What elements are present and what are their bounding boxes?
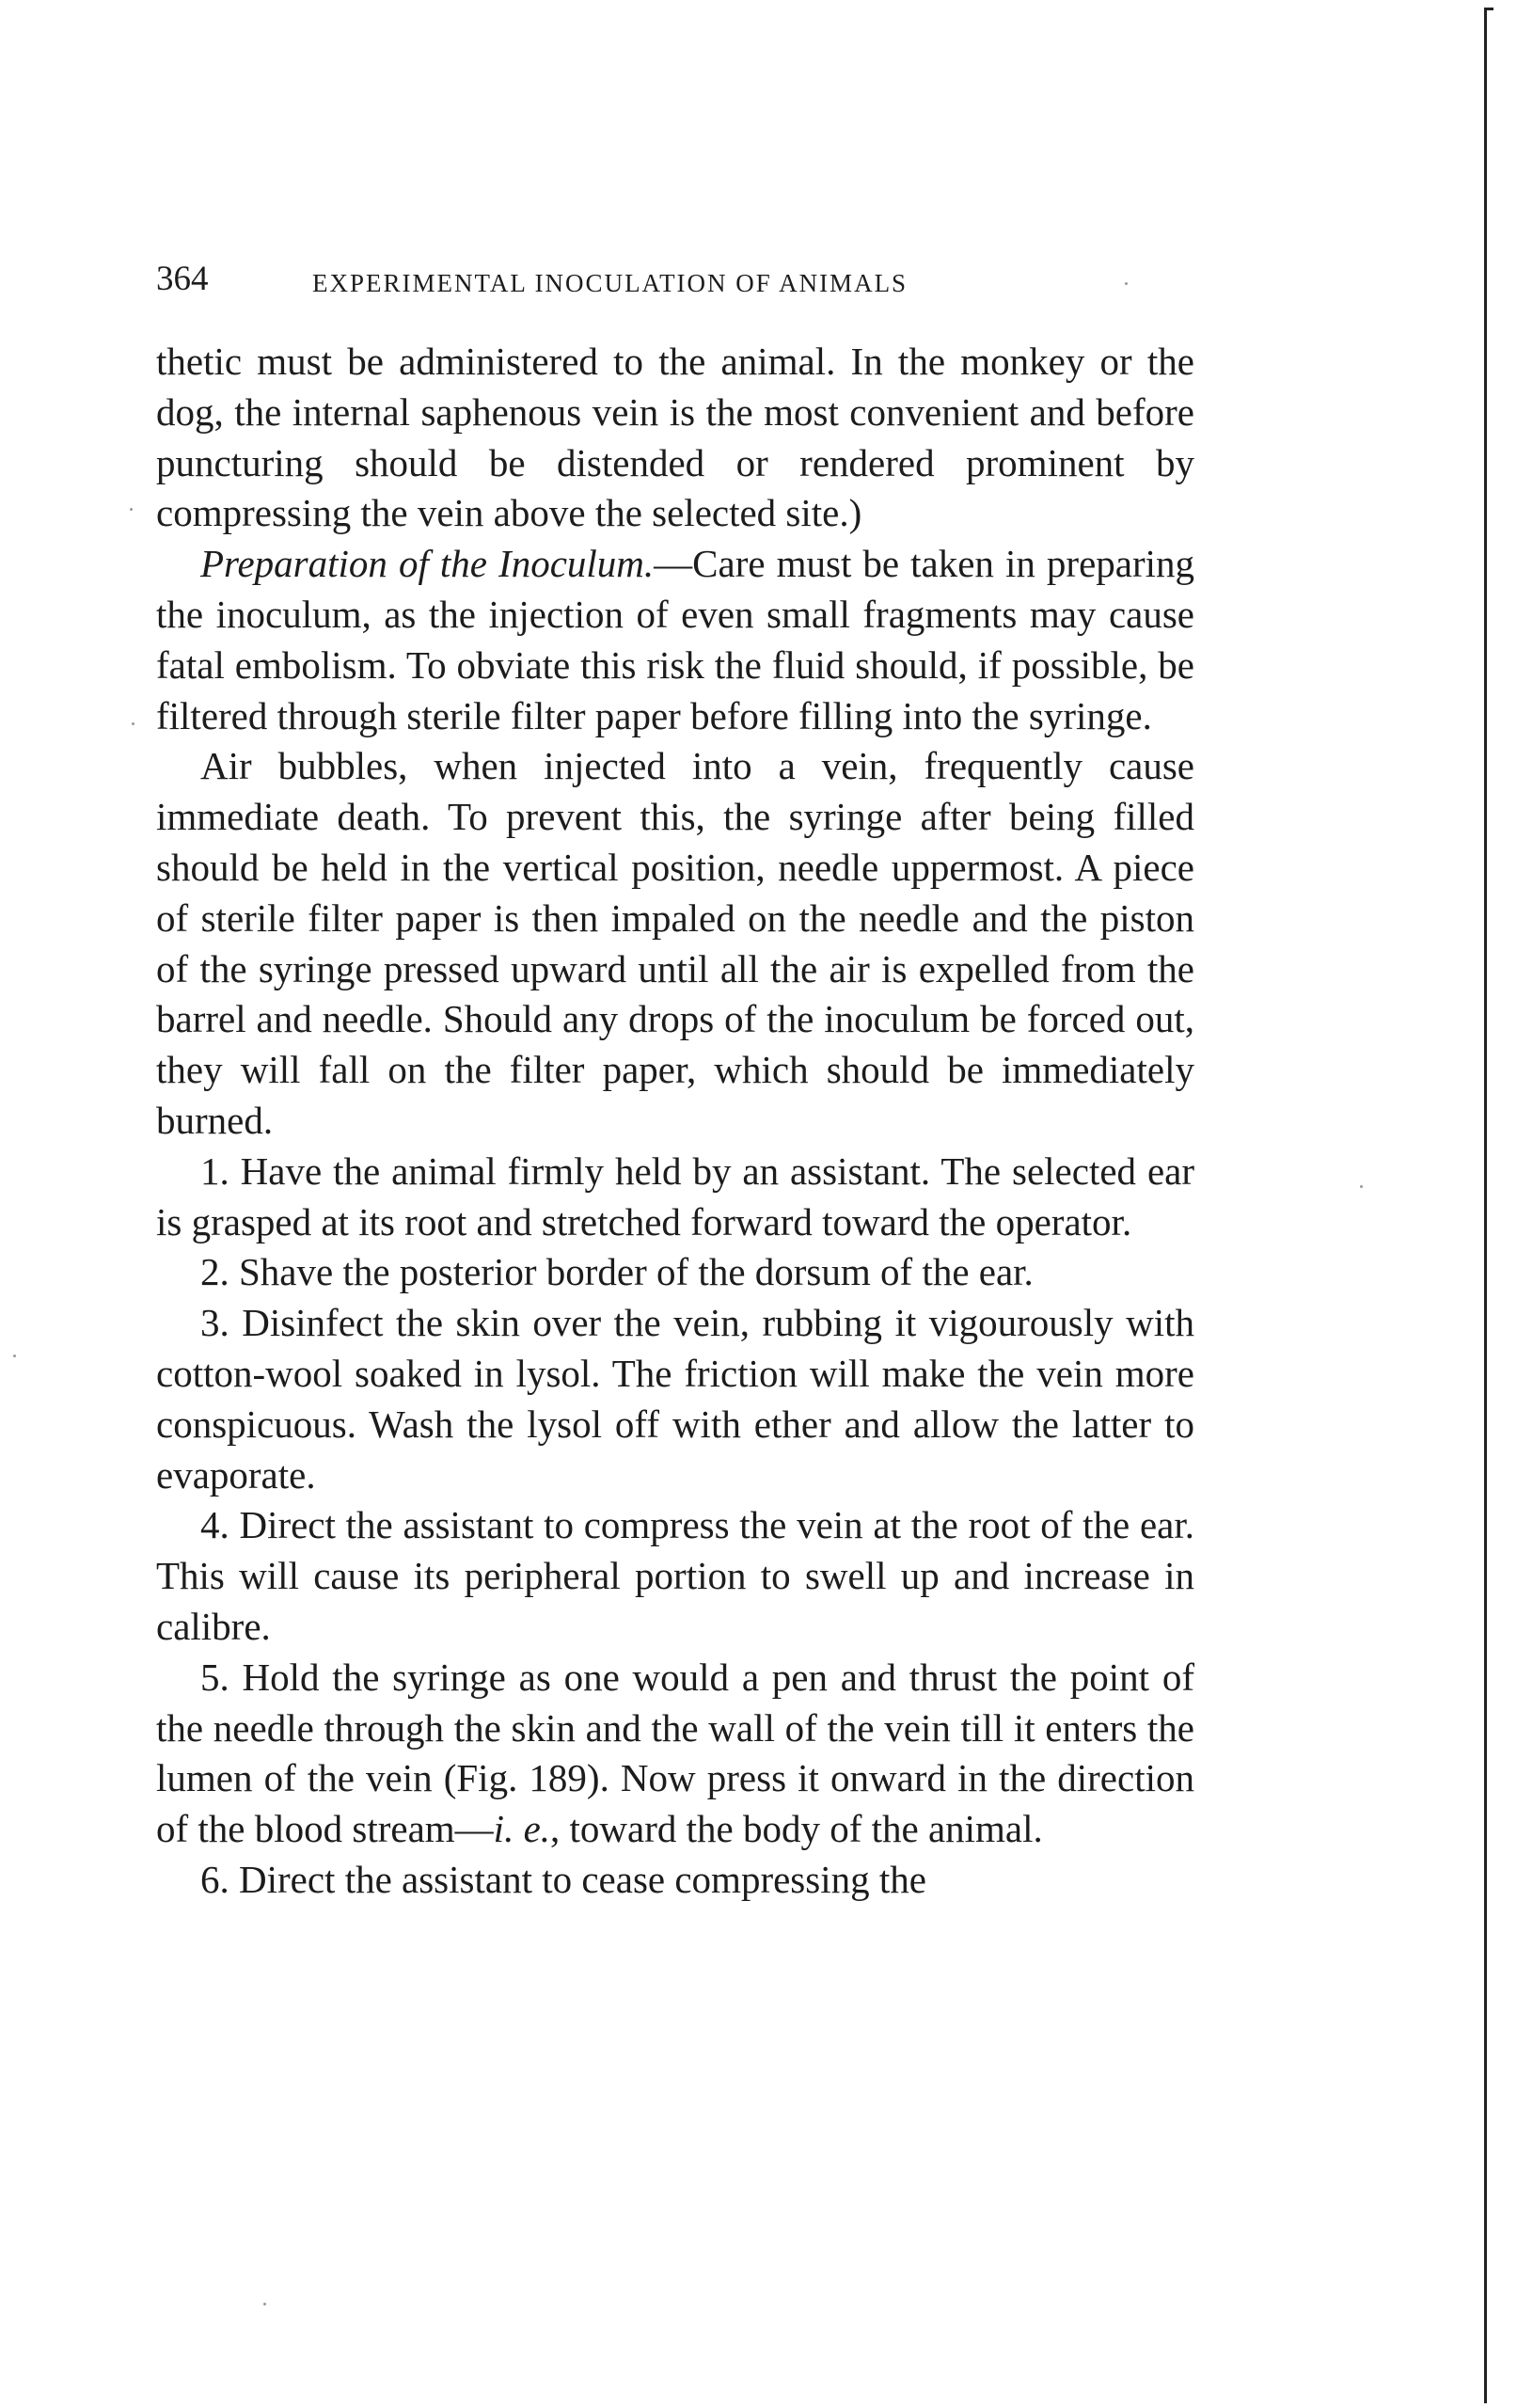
paper-speck: [13, 1354, 16, 1357]
step-2: [156, 1247, 1194, 1298]
paper-speck: [263, 2303, 266, 2305]
step-4: [156, 1500, 1194, 1652]
step-1: [156, 1147, 1194, 1248]
paragraph-text: , toward the body of the animal.: [550, 1807, 1043, 1851]
section-heading: Preparation of the Inoculum.: [200, 542, 655, 586]
paragraph-text: Air bubbles, when injected into a vein, frequently cause immediate death. To prevent this, the syringe after being filled should be held in the vertical position, needle uppermost. A piece of sterile filter paper is then impaled on the needle and the piston of the syringe pressed upward until all the air is expelled from the barrel and needle. Should any drops of the inoculum be forced out, they will fall on the filter paper, which should be immediately burned.: [156, 744, 1194, 1142]
paragraph-text: —Care must be taken in preparing the inoculum, as the injection of even small fragments may cause fatal embolism. To obviate this risk the fluid should, if possible, be filtered through sterile filter paper before filling into the syringe.: [156, 542, 1195, 737]
paragraph-text: 2. Shave the posterior border of the dorsum of the ear.: [200, 1250, 1034, 1294]
paragraph-text: 5. Hold the syringe as one would a pen and thrust the point of the needle through the skin and the wall of the vein till it enters the lumen of the vein (Fig. 189). Now press it onward in the direction of the blood stream—: [156, 1655, 1194, 1851]
step-3: [156, 1298, 1194, 1500]
body-text: [156, 337, 1194, 1906]
paragraph-text: 1. Have the animal firmly held by an assistant. The selected ear is grasped at its root and stretched forward toward the operator.: [156, 1149, 1194, 1244]
paragraph-air-bubbles: [156, 741, 1194, 1146]
paragraph-text: 3. Disinfect the skin over the vein, rubbing it vigourously with cotton-wool soaked in lysol. The friction will make the vein more conspicuous. Wash the lysol off with ether and allow the latter to evaporate.: [156, 1301, 1194, 1497]
paragraph-text: thetic must be administered to the animal. In the monkey or the dog, the internal saphenous vein is the most convenient and before puncturing should be distended or rendered prominent by compressing the vein above the selected site.): [156, 340, 1194, 535]
paragraph-text: 4. Direct the assistant to compress the vein at the root of the ear. This will cause its peripheral portion to swell up and increase in calibre.: [156, 1503, 1194, 1648]
step-6: [156, 1855, 1194, 1906]
page-header: [156, 256, 1191, 303]
paper-speck: [1360, 1185, 1363, 1188]
running-head: EXPERIMENTAL INOCULATION OF ANIMALS: [312, 269, 909, 297]
paragraph-preparation: [156, 539, 1194, 741]
italic-abbreviation: i. e.: [493, 1807, 551, 1851]
paragraph-continuation: [156, 337, 1194, 539]
page-edge-line: [1484, 9, 1487, 2403]
paper-speck: [130, 508, 133, 511]
paragraph-text: 6. Direct the assistant to cease compressing the: [200, 1857, 926, 1901]
step-5: [156, 1653, 1194, 1855]
paper-speck: [1125, 282, 1128, 285]
page-number: 364: [156, 260, 209, 298]
paper-speck: [132, 722, 134, 725]
